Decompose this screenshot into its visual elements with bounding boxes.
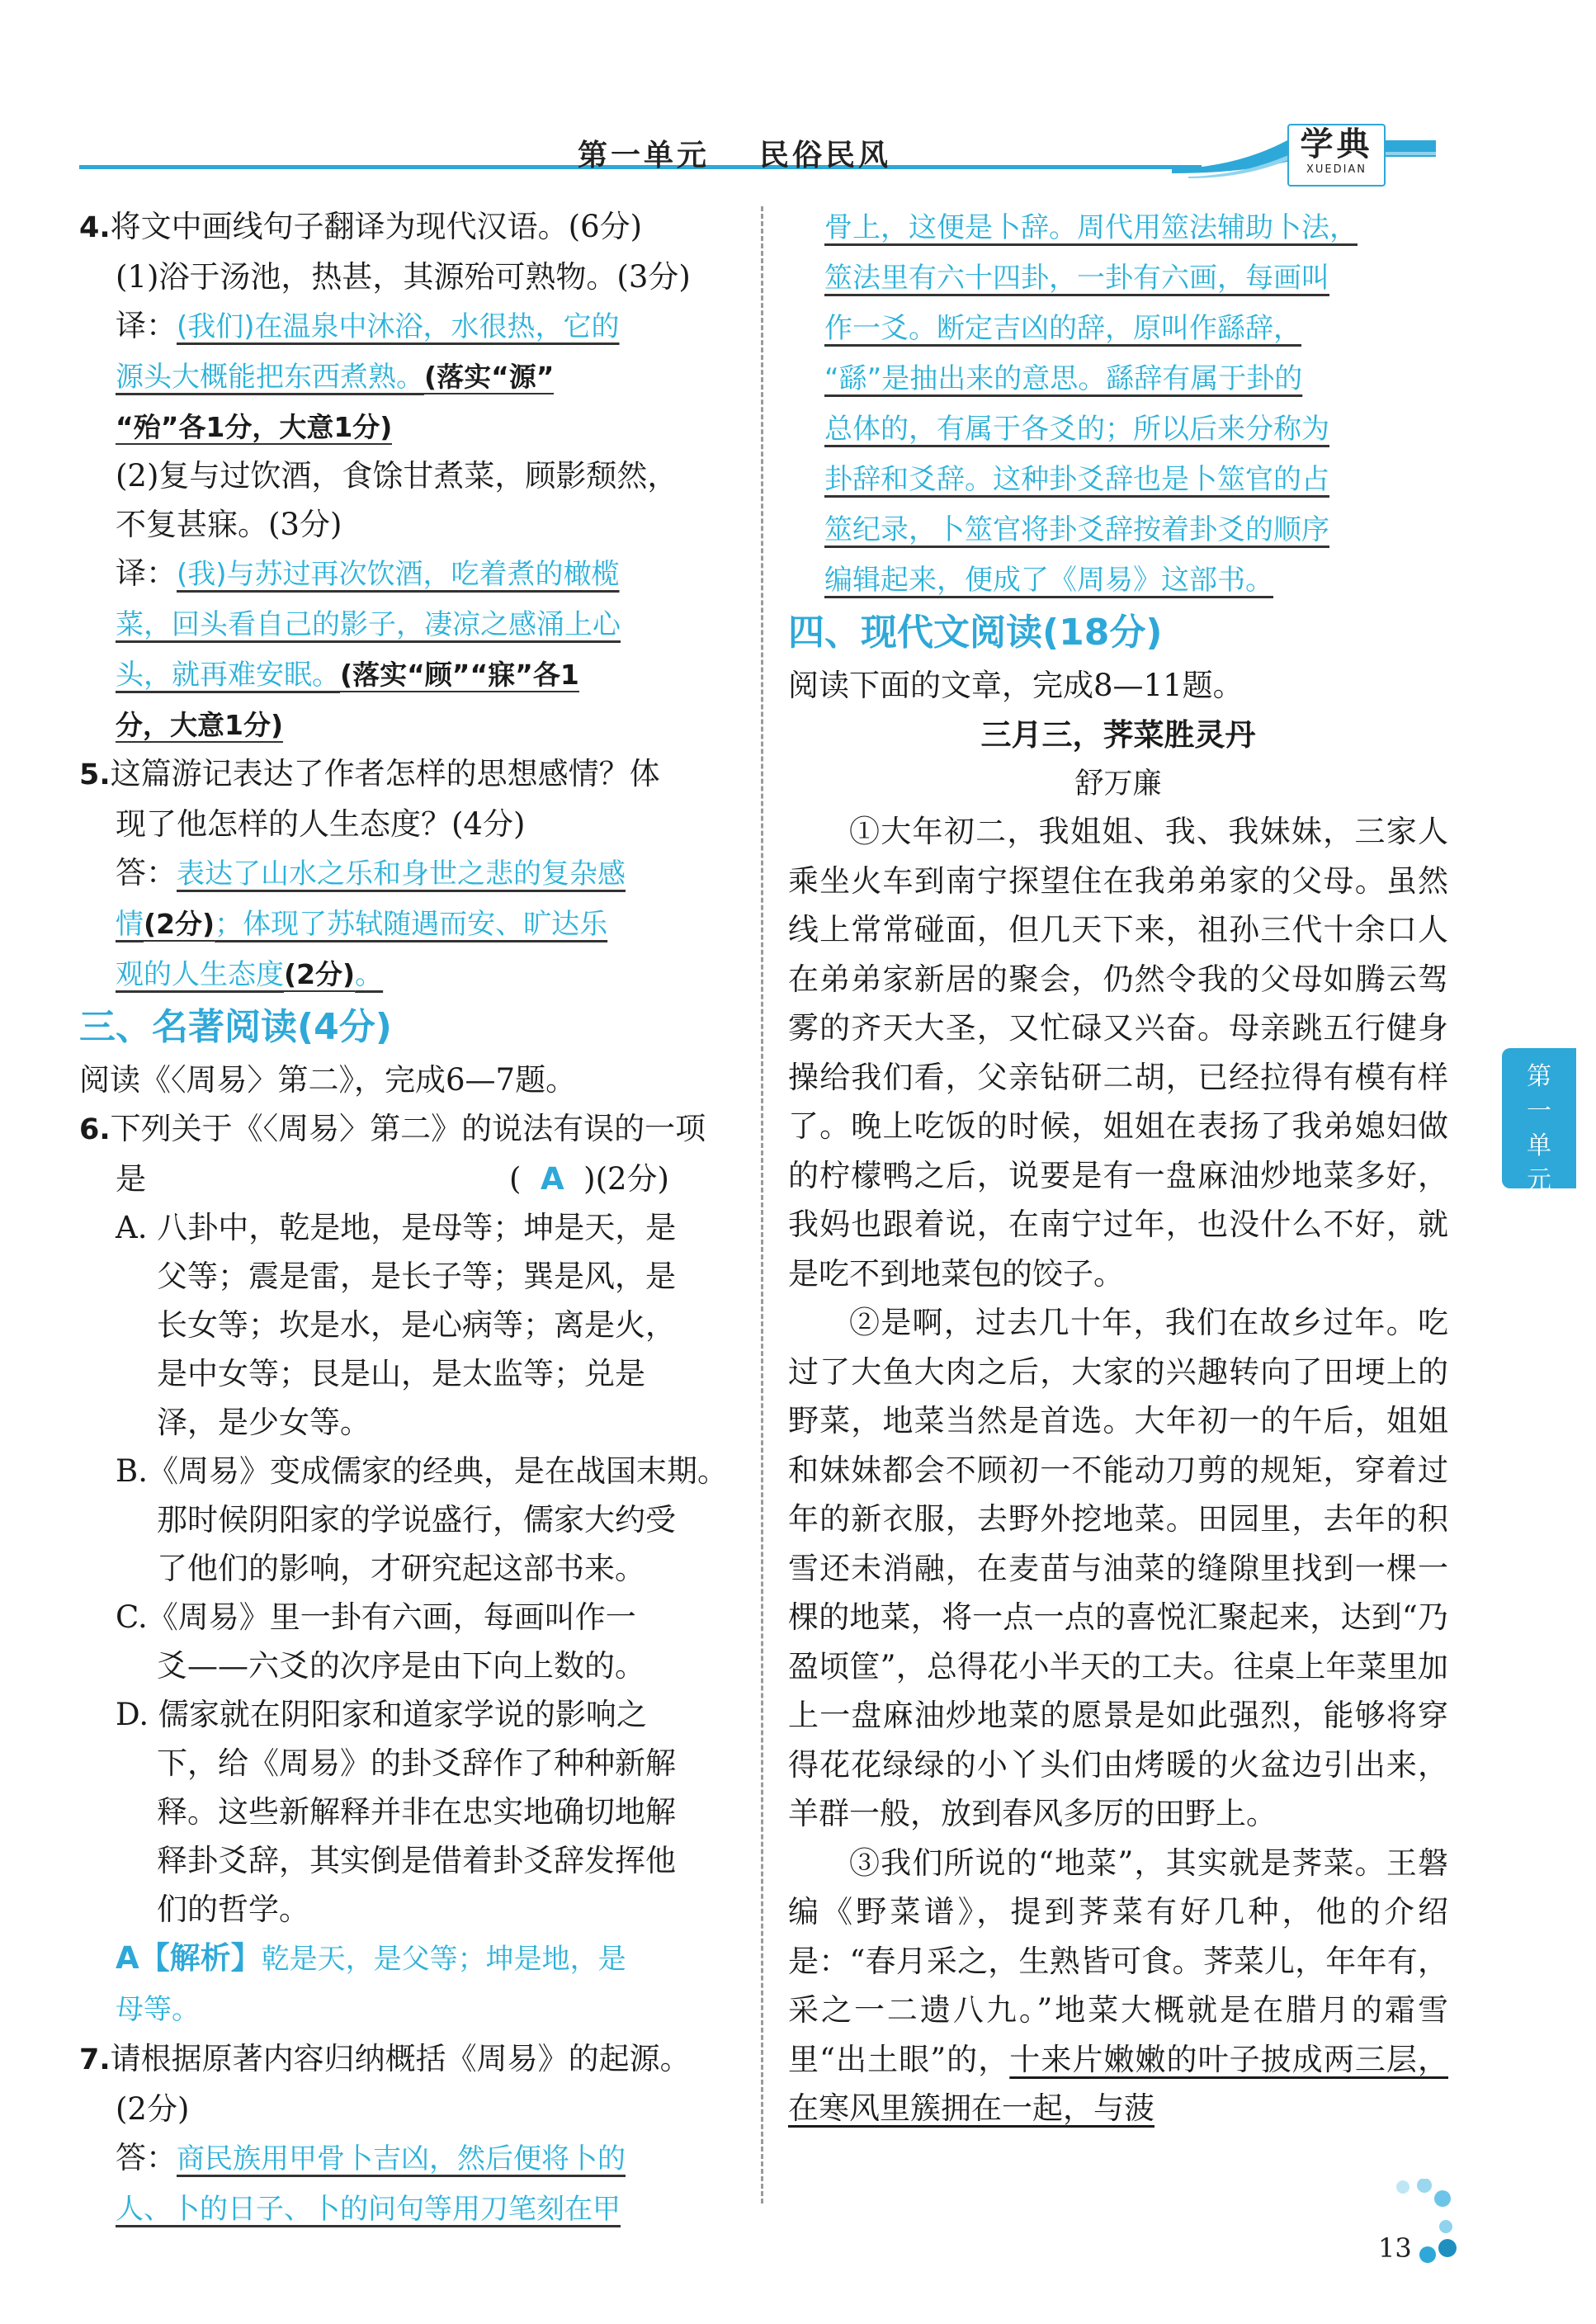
q5-stem-1 bbox=[79, 749, 739, 800]
q4-s2-answer-2 bbox=[79, 599, 739, 649]
q6-analysis-2 bbox=[79, 1984, 739, 2034]
q7-answer-cont-2 bbox=[788, 253, 1448, 303]
left-column bbox=[79, 202, 739, 2234]
q5-answer-2 bbox=[79, 899, 739, 949]
q7-answer-cont-4 bbox=[788, 353, 1448, 404]
q7-stem-1 bbox=[79, 2034, 739, 2085]
q7-answer-2 bbox=[79, 2184, 739, 2234]
q6-option-d-3: 释。这些新解释并非在忠实地确切地解 bbox=[157, 1794, 676, 1830]
bracket-score: )(2分) bbox=[583, 1161, 669, 1197]
q6-option-d-1: D. 儒家就在阴阳家和道家学说的影响之 bbox=[116, 1697, 647, 1732]
header-unit: 第一单元 bbox=[578, 138, 711, 172]
q7-answer-cont-6 bbox=[788, 454, 1448, 504]
section-4-heading: 四、现代文阅读(18分) bbox=[788, 612, 1163, 654]
unit-side-tab bbox=[1502, 1048, 1576, 1195]
q6-option-a-5: 泽，是少女等。 bbox=[157, 1405, 371, 1440]
analysis-text: 乾是天，是父等；坤是地，是 bbox=[261, 1943, 626, 1976]
q6-option-d-2: 下，给《周易》的卦爻辞作了种种新解 bbox=[157, 1745, 676, 1781]
answer-text: 作一爻。断定吉凶的辞，原叫作繇辞， bbox=[824, 312, 1301, 345]
scoring-note: (2分) bbox=[284, 958, 356, 990]
q7-stem-2: (2分) bbox=[116, 2091, 190, 2127]
right-column bbox=[788, 202, 1448, 2133]
q4-s2-answer-3 bbox=[79, 649, 739, 700]
scoring-note: (落实“源” bbox=[424, 361, 555, 393]
header-title bbox=[578, 132, 941, 174]
header-theme: 民俗民风 bbox=[759, 138, 892, 172]
answer-text: 总体的，有属于各爻的；所以后来分称为 bbox=[824, 413, 1329, 446]
q4-s2-answer-4 bbox=[79, 700, 739, 749]
answer-text: 情 bbox=[116, 908, 144, 941]
answer-label: 答： bbox=[116, 855, 177, 890]
section-4-intro: 阅读下面的文章，完成8—11题。 bbox=[788, 668, 1244, 703]
paragraph-1: ①大年初二，我姐姐、我、我妹妹，三家人乘坐火车到南宁探望住在我弟弟家的父母。虽然线上常常碰面，但几天下来，祖孙三代十余口人在弟弟家新居的聚会，仍然令我的父母如腾云驾雾的齐天大圣，又忙碌又兴奋。母亲跳五行健身操给我们看，父亲钻研二胡，已经拉得有模有样了。晚上吃饭的时候，姐姐在表扬了我弟媳妇做的柠檬鸭之后，说要是有一盘麻油炒地菜多好，我妈也跟着说，在南宁过年，也没什么不好，就是吃不到地菜包的饺子。 bbox=[788, 814, 1448, 1292]
q7-answer-cont-5 bbox=[788, 404, 1448, 454]
q7-answer-cont-3 bbox=[788, 303, 1448, 353]
scoring-note: “殆”各1分，大意1分) bbox=[116, 411, 393, 443]
q7-answer-cont-8 bbox=[788, 555, 1448, 605]
q5-stem-text: 这篇游记表达了作者怎样的思想感情？体 bbox=[110, 756, 660, 791]
answer-text: 筮法里有六十四卦，一卦有六画，每画叫 bbox=[824, 262, 1329, 295]
paragraph-2: ②是啊，过去几十年，我们在故乡过年。吃过了大鱼大肉之后，大家的兴趣转向了田埂上的野菜，地菜当然是首选。大年初一的午后，姐姐和妹妹都会不顾初一不能动刀剪的规矩，穿着过年的新衣服，去野外挖地菜。田园里，去年的积雪还未消融，在麦苗与油菜的缝隙里找到一棵一棵的地菜，将一点一点的喜悦汇聚起来，达到“乃盈顷筐”，总得花小半天的工夫。往桌上年菜里加上一盘麻油炒地菜的愿景是如此强烈，能够将穿得花花绿绿的小丫头们由烤暖的火盆边引出来，羊群一般，放到春风多厉的田野上。 bbox=[788, 1305, 1448, 1831]
answer-text: 菜，回头看自己的影子，凄凉之感涌上心 bbox=[116, 608, 621, 641]
answer-text: 筮纪录，卜筮官将卦爻辞按着卦爻的顺序 bbox=[824, 513, 1329, 546]
q7-answer-cont-7 bbox=[788, 504, 1448, 555]
scoring-note: (落实“顾”“寐”各1 bbox=[340, 659, 579, 691]
q6-stem-2 bbox=[79, 1155, 739, 1203]
column-divider bbox=[761, 206, 763, 2204]
q6-option-a-2: 父等；震是雷，是长子等；巽是风，是 bbox=[157, 1259, 676, 1294]
article-title: 三月三，荠菜胜灵丹 bbox=[980, 717, 1256, 753]
answer-text: 卦辞和爻辞。这种卦爻辞也是卜筮官的占 bbox=[824, 463, 1329, 496]
q4-s2-line-2: 不复甚寐。(3分) bbox=[116, 507, 342, 542]
q5-answer-1 bbox=[79, 848, 739, 899]
q6-option-a-4: 是中女等；艮是山，是太监等；兑是 bbox=[157, 1356, 645, 1391]
answer-text: (我们)在温泉中沐浴，水很热，它的 bbox=[177, 310, 620, 343]
section-3-heading: 三、名著阅读(4分) bbox=[79, 1006, 392, 1048]
q6-option-d-4: 释卦爻辞，其实倒是借着卦爻辞发挥他 bbox=[157, 1843, 676, 1878]
answer-text: 源头大概能把东西煮熟。 bbox=[116, 361, 424, 394]
q4-stem bbox=[79, 202, 739, 253]
q4-number: 4. bbox=[79, 211, 111, 244]
answer-text: (我)与苏过再次饮酒，吃着煮的橄榄 bbox=[177, 558, 620, 591]
scoring-note: 分，大意1分) bbox=[116, 709, 284, 741]
q7-stem-text: 请根据原著内容归纳概括《周易》的起源。 bbox=[110, 2041, 691, 2076]
logo bbox=[1287, 124, 1386, 187]
logo-cn: 学典 bbox=[1300, 125, 1373, 163]
q6-stem-text: 是 bbox=[116, 1161, 146, 1197]
q7-answer-1 bbox=[79, 2133, 739, 2184]
section-3-intro: 阅读《〈周易〉第二》，完成6—7题。 bbox=[79, 1062, 577, 1098]
q6-stem-1 bbox=[79, 1104, 739, 1155]
answer-label: 译： bbox=[116, 555, 177, 591]
logo-en: XUEDIAN bbox=[1306, 163, 1367, 176]
q5-stem-2: 现了他怎样的人生态度？(4分) bbox=[116, 806, 526, 842]
answer-label: 答： bbox=[116, 2140, 177, 2175]
q6-option-b-2: 那时候阴阳家的学说盛行，儒家大约受 bbox=[157, 1502, 676, 1538]
q7-number: 7. bbox=[79, 2043, 111, 2076]
bracket: ( bbox=[509, 1161, 522, 1197]
answer-text: ；体现了苏轼随遇而安、旷达乐 bbox=[215, 908, 608, 941]
q4-s1: (1)浴于汤池，热甚，其源殆可熟物。(3分) bbox=[116, 259, 691, 295]
q4-s1-answer-1 bbox=[79, 301, 739, 352]
analysis-text: 母等。 bbox=[116, 1993, 200, 2026]
q4-s2-answer-1 bbox=[79, 549, 739, 599]
q5-answer-3 bbox=[79, 949, 739, 999]
answer-text: 。 bbox=[355, 958, 384, 991]
q6-option-c-1: C.《周易》里一卦有六画，每画叫作一 bbox=[116, 1599, 636, 1635]
article-author: 舒万廉 bbox=[1074, 768, 1162, 801]
q5-number: 5. bbox=[79, 758, 111, 791]
answer-text: 商民族用甲骨卜吉凶，然后便将卜的 bbox=[177, 2142, 626, 2175]
answer-text: 表达了山水之乐和身世之悲的复杂感 bbox=[177, 857, 626, 890]
paragraph-3 bbox=[788, 1839, 1448, 2133]
analysis-label: A【解析】 bbox=[116, 1940, 262, 1976]
q6-number: 6. bbox=[79, 1113, 111, 1146]
q6-option-b-1: B.《周易》变成儒家的经典，是在战国末期。 bbox=[116, 1453, 728, 1489]
q4-s2-line-1: (2)复与过饮酒，食馀甘煮菜，顾影颓然， bbox=[116, 458, 678, 494]
q6-option-b-3: 了他们的影响，才研究起这部书来。 bbox=[157, 1551, 645, 1586]
answer-text: 观的人生态度 bbox=[116, 958, 284, 991]
answer-text: 人、卜的日子、卜的问句等用刀笔刻在甲 bbox=[116, 2193, 621, 2226]
q6-stem-text: 下列关于《〈周易〉第二》的说法有误的一项 bbox=[110, 1111, 706, 1146]
q6-answer: A bbox=[540, 1161, 564, 1197]
paragraph-3-text: ③我们所说的“地菜”，其实就是荠菜。王磐编《野菜谱》，提到荠菜有好几种，他的介绍是：“春月采之，生熟皆可食。荠菜儿，年年有，采之一二遗八九。”地菜大概就是在腊月的霜雪里“出土眼”的， bbox=[788, 1845, 1448, 2077]
answer-label: 译： bbox=[116, 308, 177, 343]
answer-text: 编辑起来，便成了《周易》这部书。 bbox=[824, 564, 1273, 597]
q4-s1-answer-3 bbox=[79, 402, 739, 451]
q7-answer-cont-1 bbox=[788, 202, 1448, 253]
q4-stem-text: 将文中画线句子翻译为现代汉语。(6分) bbox=[110, 209, 643, 244]
answer-text: 头，就再难安眠。 bbox=[116, 659, 340, 692]
page-number: 13 bbox=[1378, 2232, 1412, 2264]
q6-option-a-3: 长女等；坎是水，是心病等；离是火， bbox=[157, 1307, 676, 1343]
paragraph-3-underlined: 十来片嫩嫩的叶子披成两三层，在寒风里簇拥在一起，与菠 bbox=[788, 2041, 1448, 2126]
q6-option-c-2: 爻——六爻的次序是由下向上数的。 bbox=[157, 1648, 645, 1684]
q4-s1-answer-2 bbox=[79, 352, 739, 402]
q6-option-a-1: A. 八卦中，乾是地，是母等；坤是天，是 bbox=[116, 1210, 677, 1245]
q6-analysis-1 bbox=[79, 1934, 739, 1984]
answer-text: “繇”是抽出来的意思。繇辞有属于卦的 bbox=[824, 362, 1303, 395]
side-tab-text: 第一单元 bbox=[1527, 1062, 1551, 1195]
q6-option-d-5: 们的哲学。 bbox=[157, 1892, 309, 1927]
answer-text: 骨上，这便是卜辞。周代用筮法辅助卜法， bbox=[824, 211, 1358, 244]
scoring-note: (2分) bbox=[144, 908, 215, 940]
